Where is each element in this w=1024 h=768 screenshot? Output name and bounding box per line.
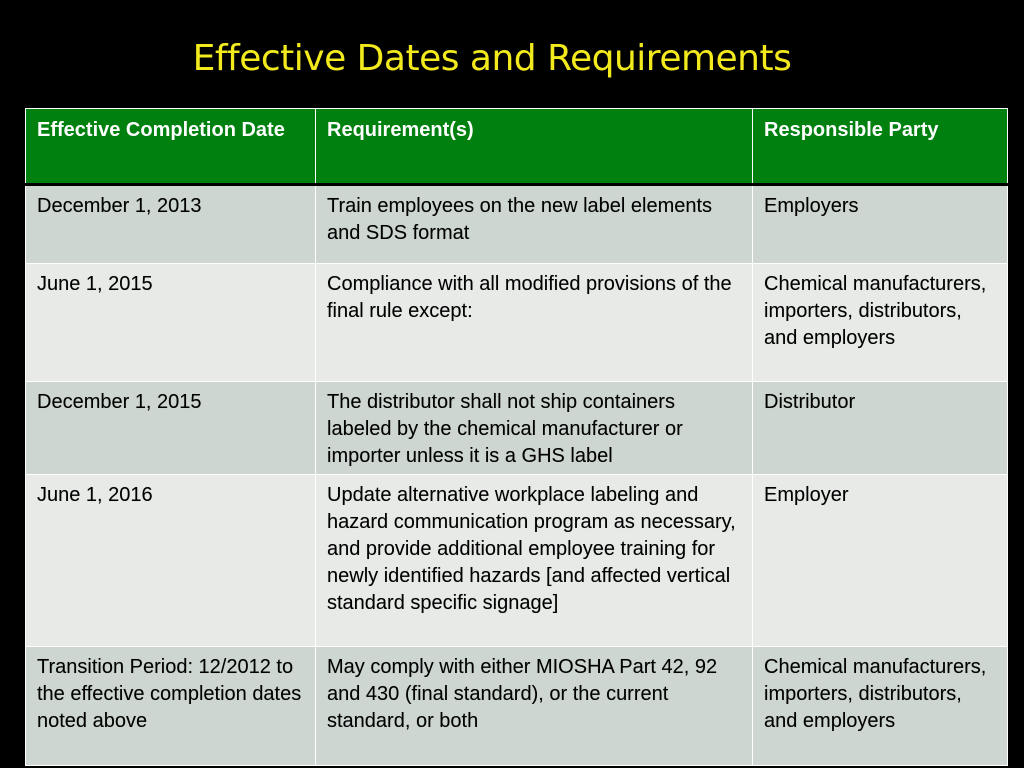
cell-date: June 1, 2016 [26, 475, 316, 647]
cell-date: June 1, 2015 [26, 264, 316, 382]
header-requirements: Requirement(s) [316, 109, 753, 185]
cell-requirement: Update alternative workplace labeling and hazard communication program as necessary, and provide additional employee training for newly identified hazards [and affected vertical standard specific signage] [316, 475, 753, 647]
cell-requirement: Compliance with all modified provisions of the final rule except: [316, 264, 753, 382]
cell-responsible-party: Employer [753, 475, 1008, 647]
cell-requirement: May comply with either MIOSHA Part 42, 92 and 430 (final standard), or the current standard, or both [316, 647, 753, 766]
table-row [26, 475, 1008, 647]
table-row [26, 382, 1008, 475]
header-effective-completion-date: Effective Completion Date [26, 109, 316, 185]
cell-responsible-party: Distributor [753, 382, 1008, 475]
cell-date: December 1, 2015 [26, 382, 316, 475]
table-row [26, 647, 1008, 766]
header-responsible-party: Responsible Party [753, 109, 1008, 185]
slide-title: Effective Dates and Requirements [192, 38, 792, 79]
table-row [26, 264, 1008, 382]
table-row [26, 185, 1008, 264]
cell-date: December 1, 2013 [26, 185, 316, 264]
cell-responsible-party: Employers [753, 185, 1008, 264]
cell-requirement: The distributor shall not ship containers labeled by the chemical manufacturer or importer unless it is a GHS label [316, 382, 753, 475]
cell-requirement: Train employees on the new label elements and SDS format [316, 185, 753, 264]
cell-responsible-party: Chemical manufacturers, importers, distributors, and employers [753, 647, 1008, 766]
table-header-row [26, 109, 1008, 185]
cell-date: Transition Period: 12/2012 to the effective completion dates noted above [26, 647, 316, 766]
cell-responsible-party: Chemical manufacturers, importers, distributors, and employers [753, 264, 1008, 382]
requirements-table [25, 108, 1008, 766]
